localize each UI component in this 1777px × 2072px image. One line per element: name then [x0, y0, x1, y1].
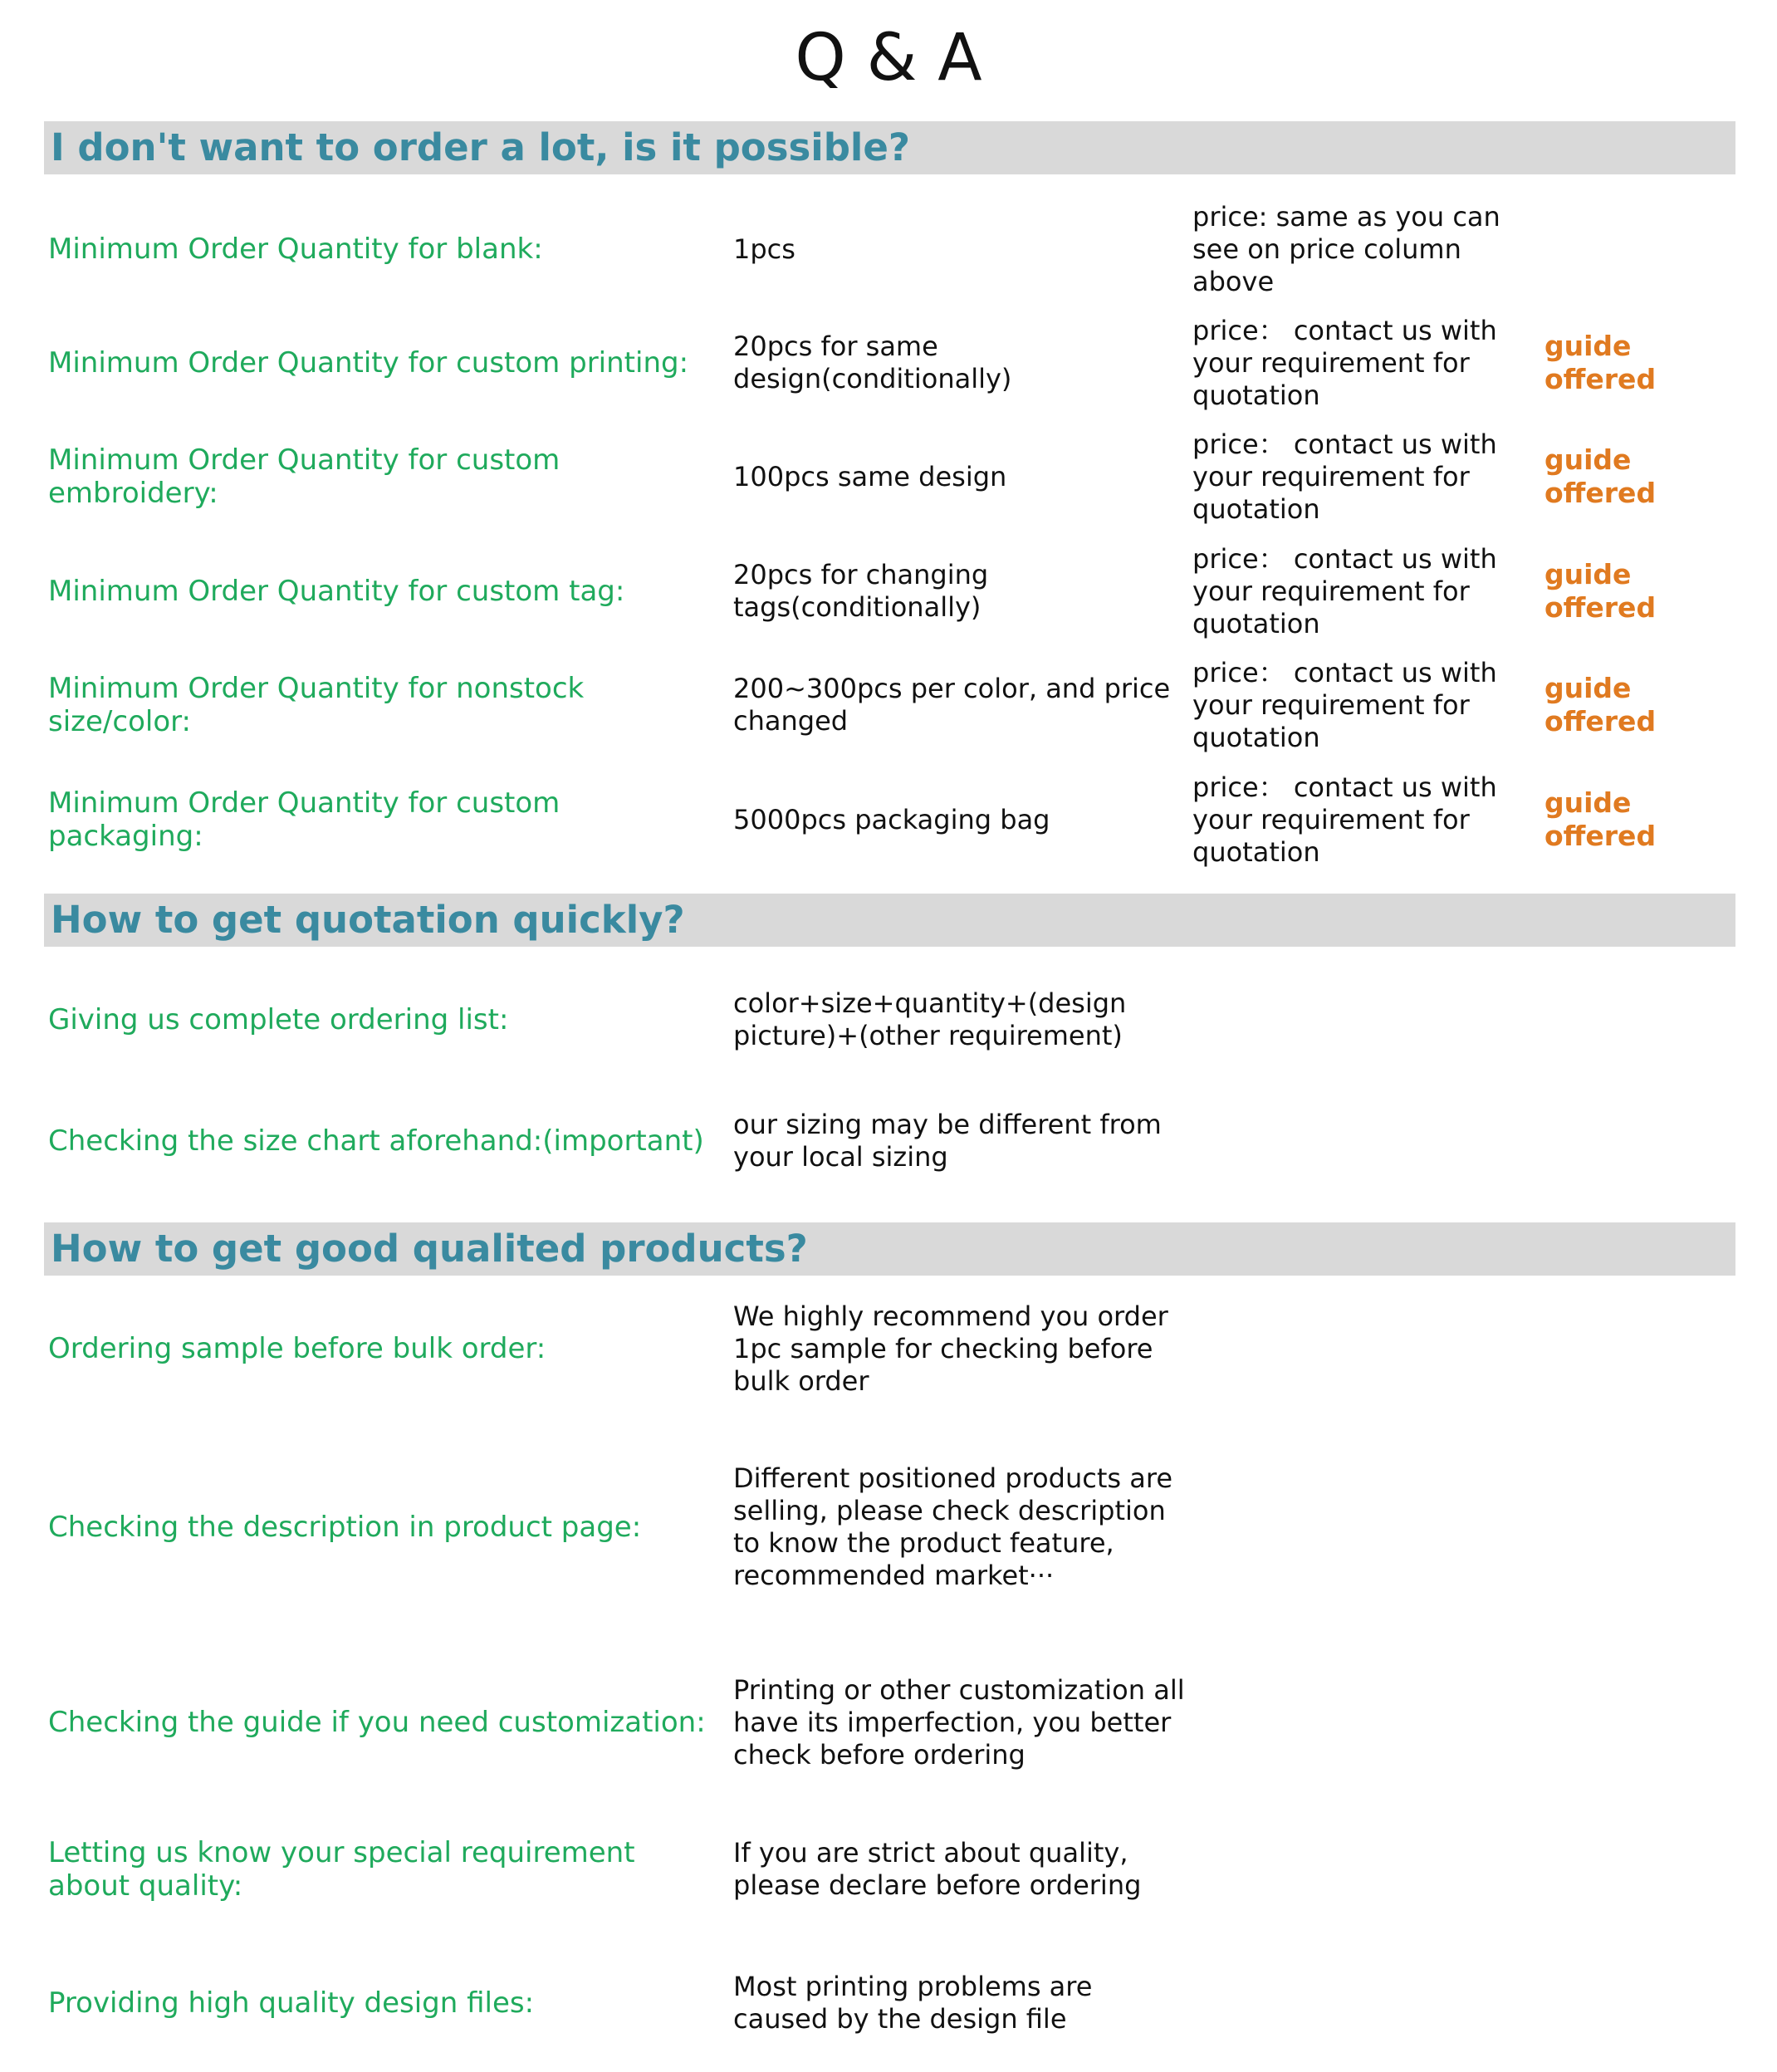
- table-row: [0, 1295, 1777, 1403]
- row-price: price： contact us with your requirement for quotation: [1192, 656, 1497, 753]
- table-row: [0, 314, 1777, 411]
- section-title: I don't want to order a lot, is it possible?: [51, 125, 910, 169]
- row-label: Checking the size chart aforehand:(important): [48, 1124, 704, 1158]
- table-row: [0, 1457, 1777, 1598]
- row-price: price： contact us with your requirement for quotation: [1192, 314, 1497, 411]
- row-value: Most printing problems are caused by the design file: [733, 1971, 1093, 2035]
- row-value: 20pcs for changing tags(conditionally): [733, 559, 989, 623]
- row-value: If you are strict about quality, please declare before ordering: [733, 1837, 1142, 1901]
- section-header-quotation: [44, 894, 1735, 947]
- row-label: Minimum Order Quantity for blank:: [48, 233, 543, 266]
- row-value: our sizing may be different from your local sizing: [733, 1109, 1162, 1173]
- row-guide: guide offered: [1544, 330, 1657, 395]
- table-row: [0, 1668, 1777, 1776]
- section-header-order-quantity: [44, 121, 1735, 174]
- row-price: price: same as you can see on price column above: [1192, 200, 1500, 297]
- row-label: Minimum Order Quantity for nonstock size/color:: [48, 672, 585, 738]
- table-row: [0, 1962, 1777, 2045]
- row-guide: guide offered: [1544, 672, 1657, 737]
- row-label: Providing high quality design files:: [48, 1986, 535, 2020]
- table-row: [0, 771, 1777, 868]
- row-value: 20pcs for same design(conditionally): [733, 331, 1012, 394]
- section-title: How to get quotation quickly?: [51, 898, 685, 942]
- row-guide: [1544, 208, 1744, 291]
- row-price: price： contact us with your requirement for quotation: [1192, 771, 1497, 868]
- table-row: [0, 200, 1777, 297]
- row-value: color+size+quantity+(design picture)+(other requirement): [733, 987, 1127, 1051]
- row-value: 200~300pcs per color, and price changed: [733, 673, 1171, 737]
- row-price: price： contact us with your requirement for quotation: [1192, 542, 1497, 639]
- row-guide: guide offered: [1544, 786, 1657, 852]
- row-label: Giving us complete ordering list:: [48, 1003, 509, 1036]
- row-price: price： contact us with your requirement for quotation: [1192, 428, 1497, 525]
- row-value: 5000pcs packaging bag: [733, 803, 1050, 835]
- page-title: Q & A: [795, 21, 982, 96]
- row-label: Minimum Order Quantity for custom packaging:: [48, 786, 561, 853]
- row-label: Checking the description in product page:: [48, 1511, 642, 1544]
- row-label: Ordering sample before bulk order:: [48, 1332, 546, 1365]
- row-value: Different positioned products are selling, please check description to know the product feature, recommended market···: [733, 1462, 1172, 1591]
- section-header-quality: [44, 1222, 1735, 1276]
- table-row: [0, 1100, 1777, 1183]
- row-value: 100pcs same design: [733, 460, 1007, 492]
- row-label: Letting us know your special requirement about quality:: [48, 1836, 635, 1903]
- row-value: We highly recommend you order 1pc sample for checking before bulk order: [733, 1300, 1168, 1397]
- table-row: [0, 978, 1777, 1061]
- table-row: [0, 656, 1777, 753]
- table-row: [0, 428, 1777, 525]
- row-label: Minimum Order Quantity for custom printing:: [48, 346, 689, 380]
- table-row: [0, 1828, 1777, 1911]
- section-title: How to get good qualited products?: [51, 1227, 808, 1271]
- row-value: Printing or other customization all have its imperfection, you better check before ordering: [733, 1673, 1185, 1771]
- row-value: 1pcs: [733, 233, 795, 265]
- row-label: Checking the guide if you need customization:: [48, 1706, 706, 1739]
- row-guide: guide offered: [1544, 443, 1657, 509]
- row-label: Minimum Order Quantity for custom embroidery:: [48, 443, 561, 510]
- table-row: [0, 542, 1777, 639]
- row-label: Minimum Order Quantity for custom tag:: [48, 575, 625, 608]
- row-guide: guide offered: [1544, 558, 1657, 624]
